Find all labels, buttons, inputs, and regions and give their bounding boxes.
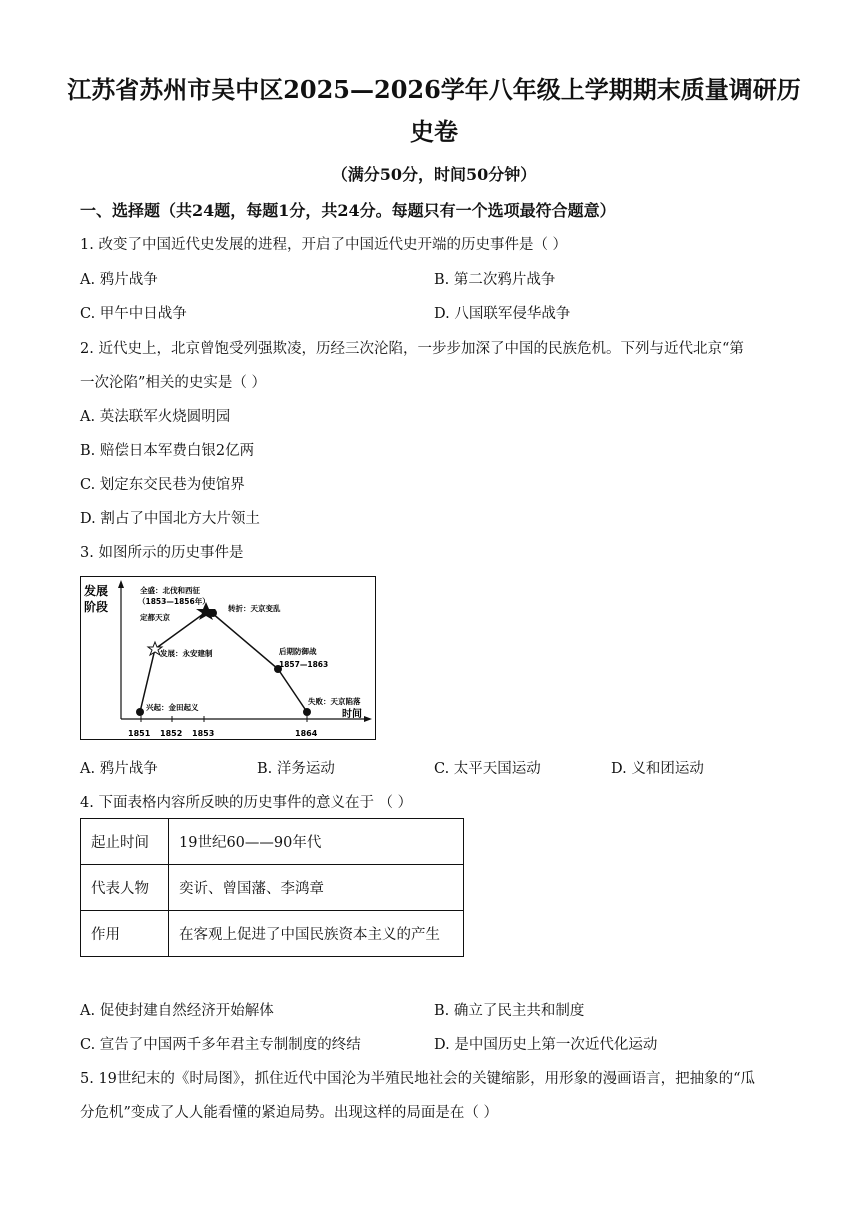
tick-label-1853: 1853 — [192, 729, 215, 738]
q3-option-a[interactable]: A. 鸦片战争 — [80, 761, 158, 777]
point-fall — [303, 708, 311, 716]
section-heading: 一、选择题（共24题，每题1分，共24分。每题只有一个选项最符合题意） — [80, 201, 616, 220]
point-tianjing-incident — [209, 609, 217, 617]
q1-option-c[interactable]: C. 甲午中日战争 — [80, 306, 187, 322]
anno-start: 兴起：金田起义 — [146, 703, 199, 712]
table-row — [81, 865, 464, 911]
anno-late-years: 1857—1863 — [279, 660, 329, 669]
table-cell-value: 奕䜣、曾国藩、李鸿章 — [169, 865, 464, 911]
question-3-stem: 3. 如图所示的历史事件是 — [80, 545, 244, 561]
q4-option-a[interactable]: A. 促使封建自然经济开始解体 — [80, 1003, 274, 1019]
table-cell-value: 19世纪60——90年代 — [169, 819, 464, 865]
q1-option-b[interactable]: B. 第二次鸦片战争 — [434, 272, 556, 288]
anno-develop: 发展：永安建制 — [160, 649, 213, 658]
table-cell-value: 在客观上促进了中国民族资本主义的产生 — [169, 911, 464, 957]
taiping-timeline-chart — [80, 576, 376, 740]
q3-option-d[interactable]: D. 义和团运动 — [611, 761, 704, 777]
table-cell-key: 代表人物 — [81, 865, 169, 911]
table-cell-key: 作用 — [81, 911, 169, 957]
exam-title-line1: 江苏省苏州市吴中区2025—2026学年八年级上学期期末质量调研历 — [67, 75, 801, 104]
anno-late: 后期防御战 — [279, 647, 317, 656]
question-5-stem-line1: 5. 19世纪末的《时局图》，抓住近代中国沦为半殖民地社会的关键缩影，用形象的漫画语言，把抽象的“瓜 — [80, 1071, 756, 1087]
q1-option-d[interactable]: D. 八国联军侵华战争 — [434, 306, 571, 322]
question-2-stem-line2: 一次沦陷”相关的史实是（ ） — [80, 375, 267, 391]
tick-label-1851: 1851 — [128, 729, 151, 738]
anno-peak-years: （1853—1856年） — [138, 597, 210, 606]
question-2-stem-line1: 2. 近代史上，北京曾饱受列强欺凌，历经三次沦陷，一步步加深了中国的民族危机。下列与近代北京“第 — [80, 341, 744, 357]
question-4-stem: 4. 下面表格内容所反映的历史事件的意义在于 （ ） — [80, 795, 413, 811]
q4-table — [80, 818, 464, 957]
q1-option-a[interactable]: A. 鸦片战争 — [80, 272, 158, 288]
q2-option-b[interactable]: B. 赔偿日本军费白银2亿两 — [80, 443, 255, 459]
chart-ylabel-1: 发展 — [84, 584, 109, 598]
point-jintian — [136, 708, 144, 716]
chart-ylabel-2: 阶段 — [84, 600, 109, 614]
anno-peak: 全盛：北伐和西征 — [140, 586, 200, 595]
question-5-stem-line2: 分危机”变成了人人能看懂的紧迫局势。出现这样的局面是在（ ） — [80, 1105, 499, 1121]
q3-option-b[interactable]: B. 洋务运动 — [257, 761, 335, 777]
q4-option-c[interactable]: C. 宣告了中国两千多年君主专制制度的终结 — [80, 1037, 361, 1053]
table-row — [81, 911, 464, 957]
table-cell-key: 起止时间 — [81, 819, 169, 865]
anno-capital: 定都天京 — [140, 613, 170, 622]
chart-frame — [81, 577, 376, 740]
question-1-stem: 1. 改变了中国近代史发展的进程，开启了中国近代史开端的历史事件是（ ） — [80, 237, 568, 253]
table-row — [81, 819, 464, 865]
q4-option-b[interactable]: B. 确立了民主共和制度 — [434, 1003, 585, 1019]
q2-option-c[interactable]: C. 划定东交民巷为使馆界 — [80, 477, 245, 493]
exam-subtitle: （满分50分，时间50分钟） — [331, 165, 537, 184]
q3-option-c[interactable]: C. 太平天国运动 — [434, 761, 541, 777]
anno-turn: 转折：天京变乱 — [228, 604, 281, 613]
tick-label-1852: 1852 — [160, 729, 183, 738]
exam-title-line2: 史卷 — [410, 117, 458, 146]
tick-label-1864: 1864 — [295, 729, 318, 738]
q2-option-a[interactable]: A. 英法联军火烧圆明园 — [80, 409, 231, 425]
anno-fail: 失败：天京陷落 — [308, 697, 361, 706]
chart-xlabel: 时间 — [342, 709, 362, 720]
q4-option-d[interactable]: D. 是中国历史上第一次近代化运动 — [434, 1037, 658, 1053]
q2-option-d[interactable]: D. 割占了中国北方大片领土 — [80, 511, 260, 527]
